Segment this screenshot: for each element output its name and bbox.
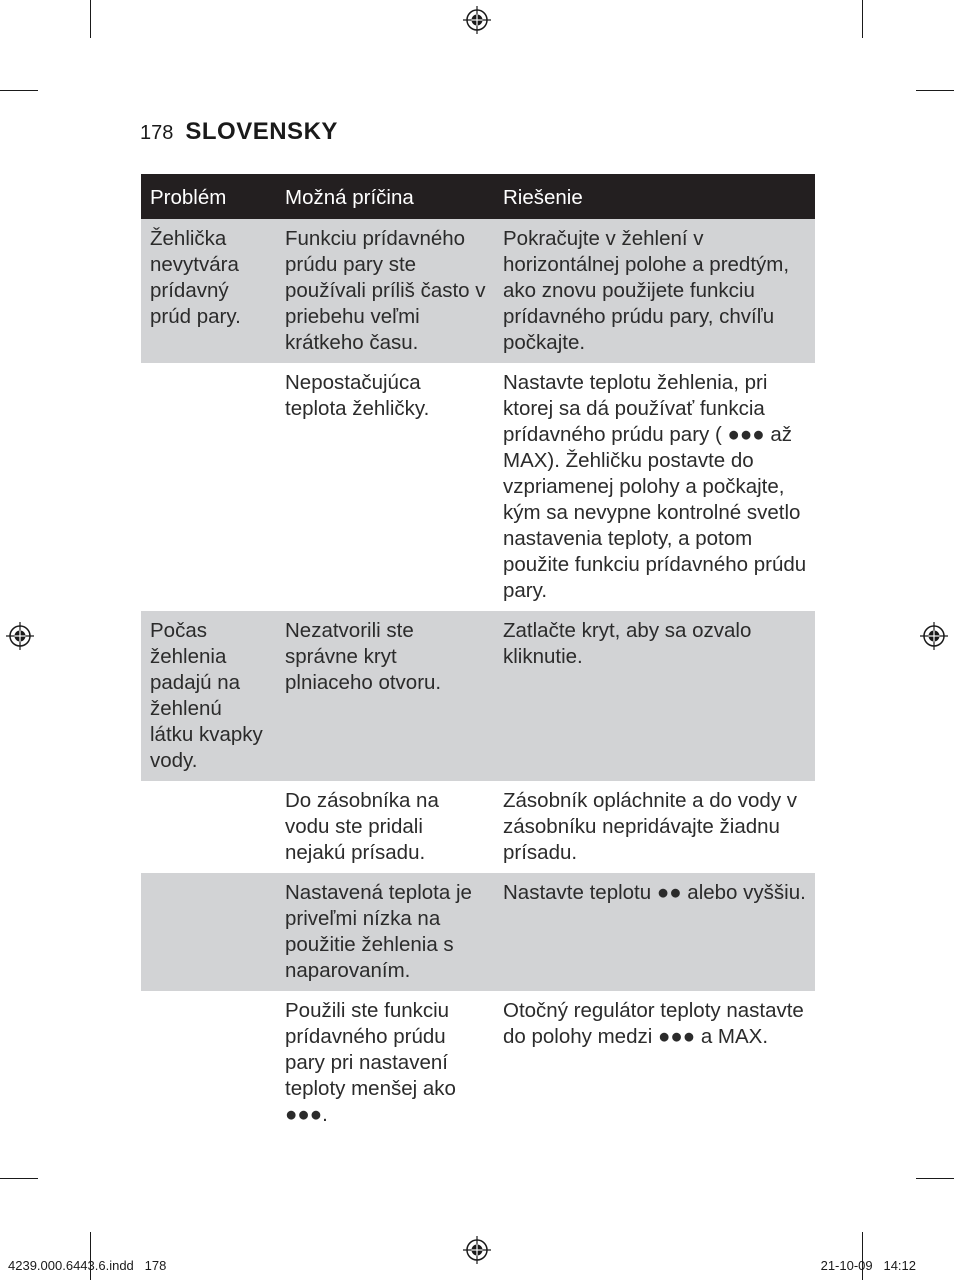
table-row xyxy=(141,991,815,1135)
troubleshooting-table xyxy=(141,174,815,1135)
solution-cell: Pokračujte v žehlení v horizontálnej polohe a predtým, ako znovu použijete funkciu prídavného prúdu pary, chvíľu počkajte. xyxy=(494,219,815,363)
solution-cell: Zatlačte kryt, aby sa ozvalo kliknutie. xyxy=(494,611,815,781)
table-header-row xyxy=(141,174,815,219)
solution-cell: Otočný regulátor teploty nastavte do polohy medzi ●●● a MAX. xyxy=(503,999,804,1048)
table-row xyxy=(141,363,815,611)
cause-cell: Nepostačujúca teplota žehličky. xyxy=(285,371,430,420)
section-title: SLOVENSKY xyxy=(185,118,338,145)
column-header-cause: Možná príčina xyxy=(276,174,494,219)
problem-cell: Žehlička nevytvára prídavný prúd pary. xyxy=(141,219,276,363)
registration-mark-icon xyxy=(6,622,34,650)
cause-cell: Nezatvorili ste správne kryt plniaceho otvoru. xyxy=(276,611,494,781)
solution-cell: Nastavte teplotu žehlenia, pri ktorej sa dá používať funkcia prídavného prúdu pary ( ●●● až MAX). Žehličku postavte do vzpriamenej polohy a počkajte, kým sa nevypne kontrolné svetlo nastavenia teploty, a potom použite funkciu prídavného prúdu pary. xyxy=(503,371,807,602)
column-header-problem: Problém xyxy=(141,174,276,219)
cause-cell: Funkciu prídavného prúdu pary ste používali príliš často v priebehu veľmi krátkeho času. xyxy=(276,219,494,363)
column-header-solution: Riešenie xyxy=(494,174,815,219)
registration-mark-icon xyxy=(463,6,491,34)
problem-cell xyxy=(141,363,276,611)
crop-mark xyxy=(90,0,91,38)
solution-cell: Nastavte teplotu ●● alebo vyššiu. xyxy=(494,873,815,991)
problem-cell xyxy=(141,991,276,1135)
registration-mark-icon xyxy=(920,622,948,650)
footer-file-info: 4239.000.6443.6.indd 178 xyxy=(8,1258,167,1273)
registration-mark-icon xyxy=(463,1236,491,1264)
crop-mark xyxy=(0,1178,38,1179)
table-row xyxy=(141,873,815,991)
crop-mark xyxy=(916,90,954,91)
problem-cell xyxy=(141,781,276,873)
crop-mark xyxy=(0,90,38,91)
cause-cell: Použili ste funkciu prídavného prúdu pary pri nastavení teploty menšej ako ●●●. xyxy=(285,999,456,1126)
problem-cell xyxy=(141,873,276,991)
table-row xyxy=(141,219,815,363)
crop-mark xyxy=(862,0,863,38)
cause-cell: Nastavená teplota je priveľmi nízka na použitie žehlenia s naparovaním. xyxy=(276,873,494,991)
solution-cell: Zásobník opláchnite a do vody v zásobníku nepridávajte žiadnu prísadu. xyxy=(503,789,798,864)
page-header xyxy=(140,118,338,146)
cause-cell: Do zásobníka na vodu ste pridali nejakú prísadu. xyxy=(285,789,439,864)
crop-mark xyxy=(916,1178,954,1179)
page-number: 178 xyxy=(140,122,174,144)
table-row xyxy=(141,781,815,873)
problem-cell: Počas žehlenia padajú na žehlenú látku kvapky vody. xyxy=(141,611,276,781)
table-row xyxy=(141,611,815,781)
footer-date-time: 21-10-09 14:12 xyxy=(820,1258,916,1273)
